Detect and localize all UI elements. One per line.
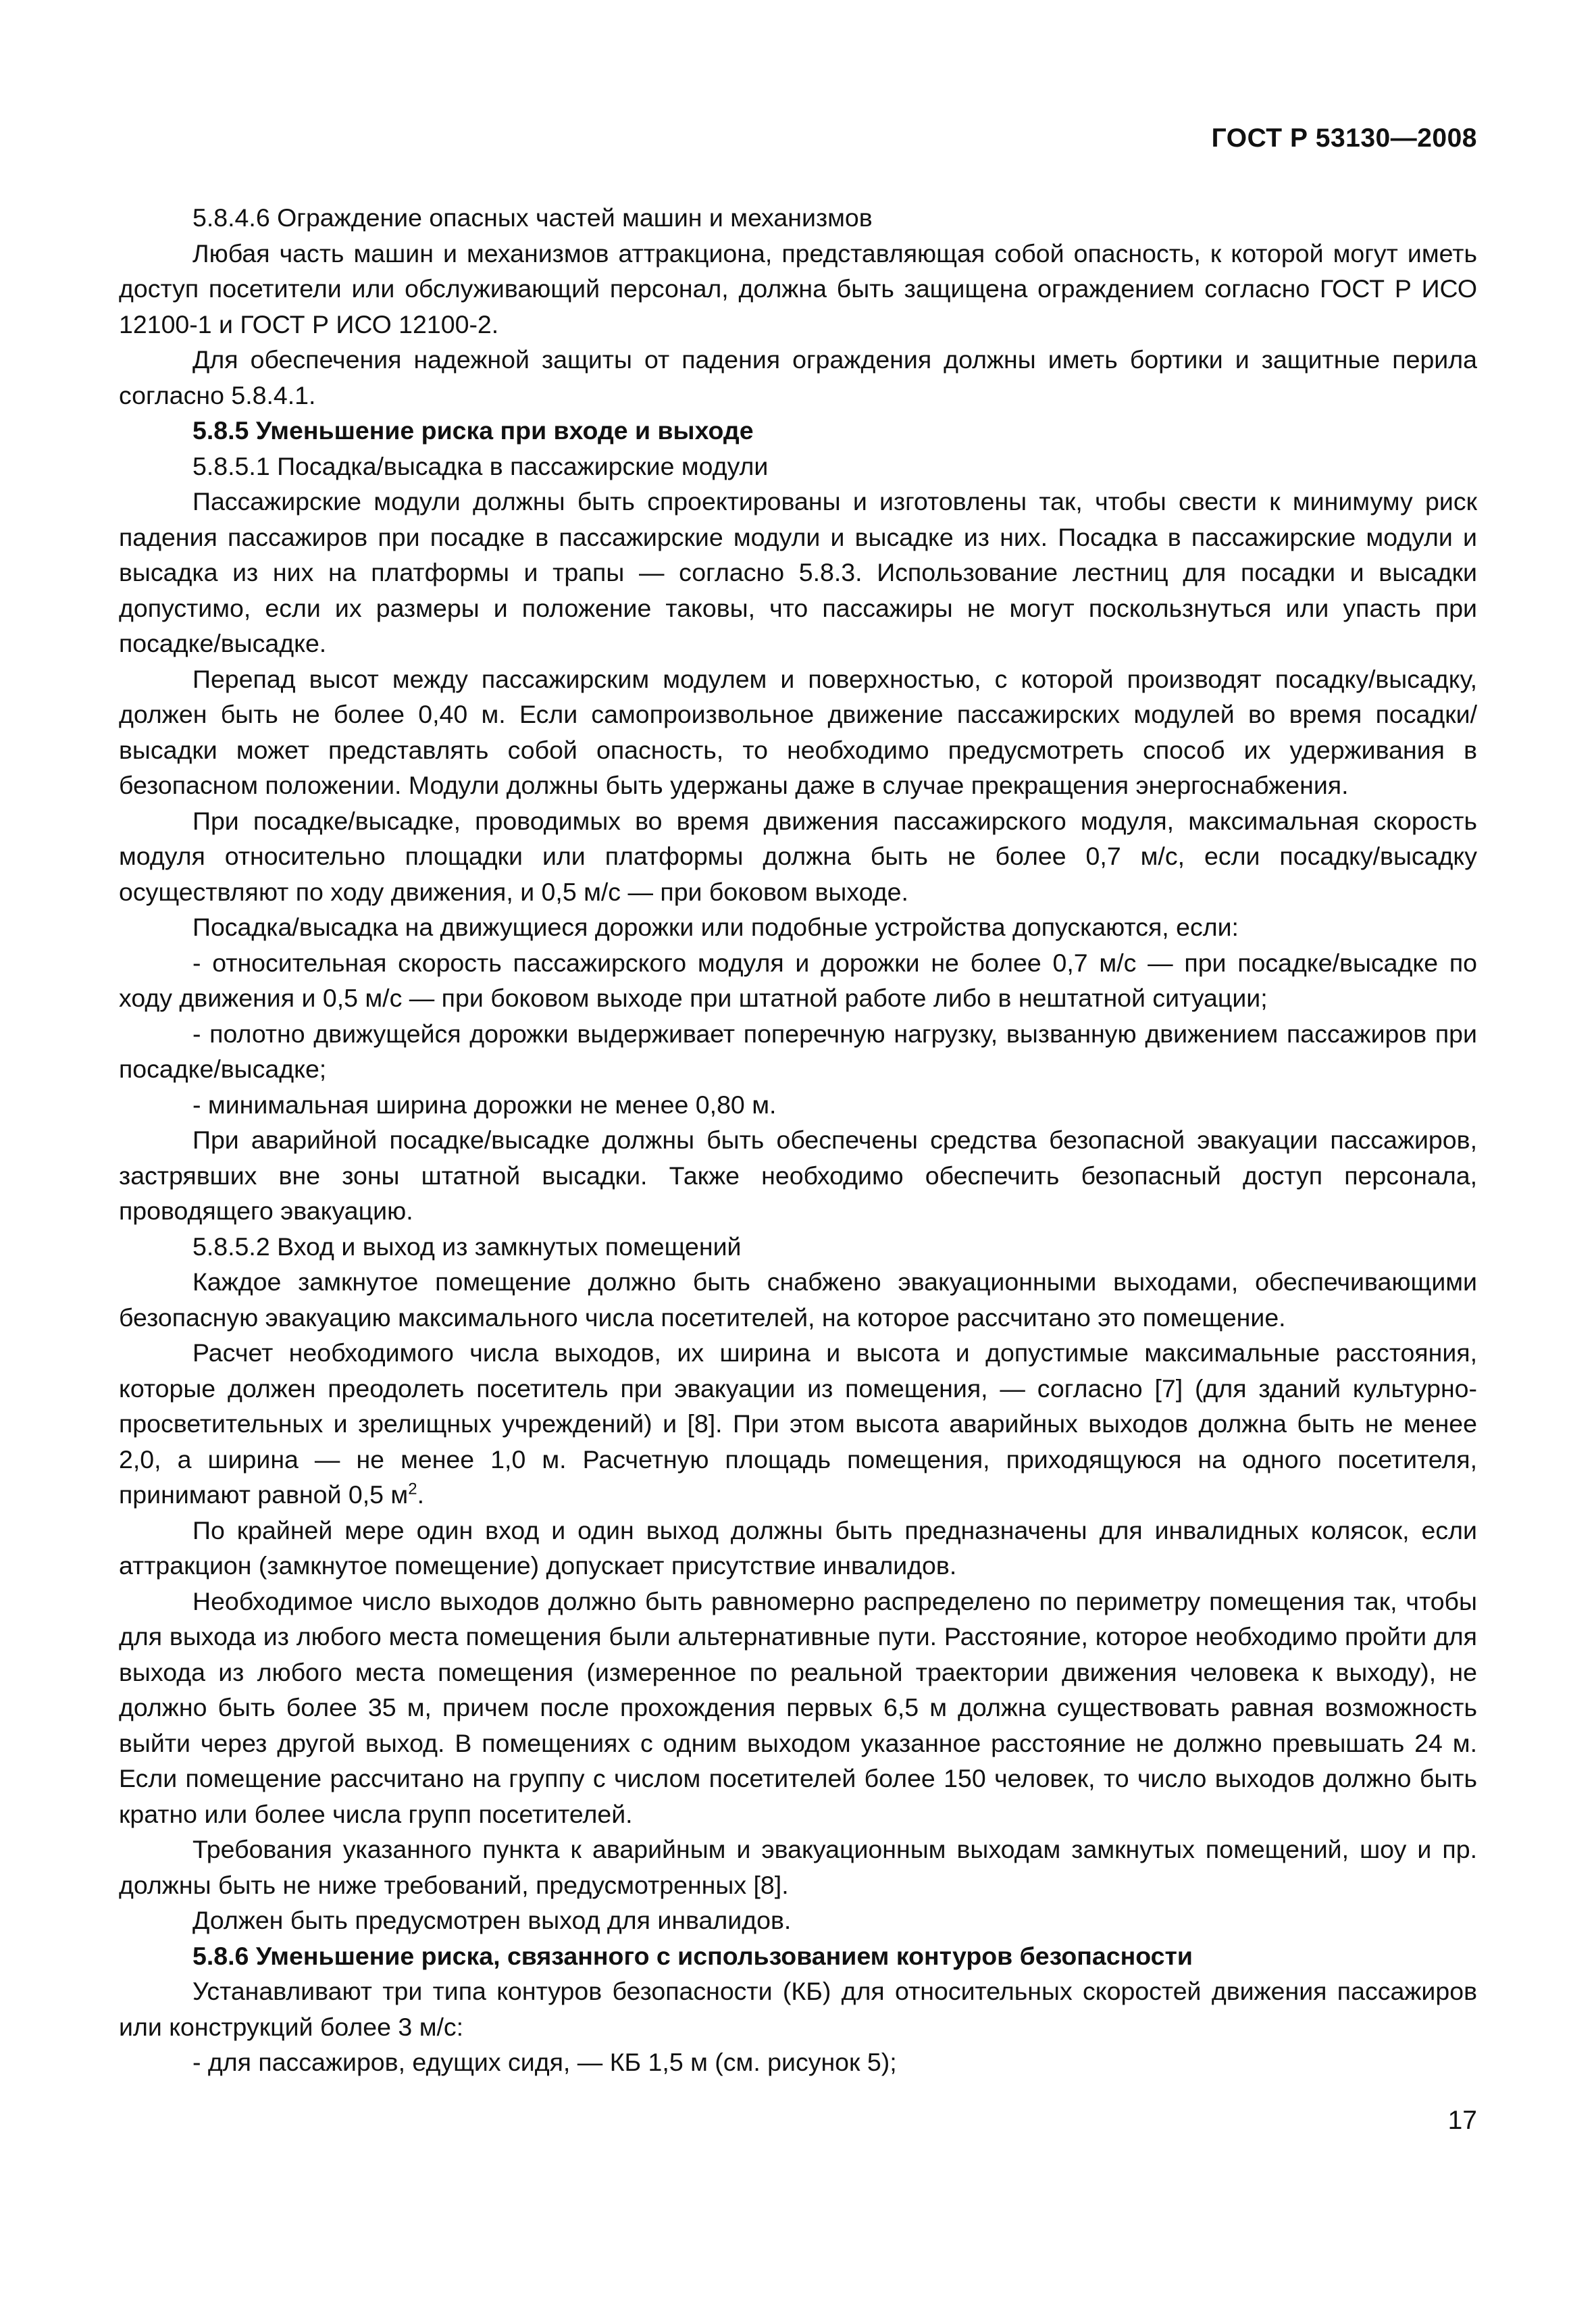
paragraph: Перепад высот между пассажирским модулем и поверхностью, с которой производят посадку/высадку, должен быть не более 0,40 м. Если самопроизвольное движение пассажирских модулей во время посадки/высадки может представлять собой опасность, то необходимо предусмотреть способ их удерживания в безопасном положении. Модули должны быть удержаны даже в случае прекращения энергоснабжения. — [119, 664, 1477, 799]
paragraph: По крайней мере один вход и один выход должны быть предназначены для инвалидных колясок, если аттракцион (замкнутое помещение) допускает присутствие инвалидов. — [119, 1515, 1477, 1580]
paragraph: При аварийной посадке/высадке должны быть обеспечены средства безопасной эвакуации пассажиров, застрявших вне зоны штатной высадки. Также необходимо обеспечить безопасный доступ персонала, проводящего эвакуацию. — [119, 1126, 1477, 1225]
paragraph-text: Расчет необходимого числа выходов, их ширина и высота и допустимые максимальные расстояния, которые должен преодолеть посетитель при эвакуации из помещения, — согласно [7] (для зданий культурно-просветительных и зрелищных учреждений) и [8]. При этом высота аварийных выходов должна быть не менее 2,0, а ширина — не менее 1,0 м. Расчетную площадь помещения, приходящуюся на одного посетителя, принимают равной 0,5 м — [119, 1338, 1477, 1509]
paragraph: Устанавливают три типа контуров безопасности (КБ) для относительных скоростей движения пассажиров или конструкций более 3 м/с: — [119, 1977, 1477, 2041]
paragraph — [119, 1335, 1477, 1513]
paragraph: Должен быть предусмотрен выход для инвалидов. — [192, 1906, 792, 1934]
paragraph: Посадка/высадка на движущиеся дорожки или подобные устройства допускаются, если: — [192, 913, 1239, 941]
document-header: ГОСТ Р 53130—2008 — [1211, 124, 1477, 153]
period: . — [417, 1480, 424, 1509]
superscript: 2 — [408, 1480, 417, 1499]
page-body — [119, 200, 1477, 2080]
paragraph: Для обеспечения надежной защиты от падения ограждения должны иметь бортики и защитные перила согласно 5.8.4.1. — [119, 345, 1477, 409]
paragraph: Каждое замкнутое помещение должно быть снабжено эвакуационными выходами, обеспечивающими безопасную эвакуацию максимального числа посетителей, на которое рассчитано это помещение. — [119, 1267, 1477, 1332]
paragraph: Необходимое число выходов должно быть равномерно распределено по периметру помещения так, чтобы для выхода из любого места помещения были альтернативные пути. Расстояние, которое необходимо пройти для выхода из любого места помещения (измеренное по реальной траектории движения человека к выходу), не должно быть более 35 м, причем после прохождения первых 6,5 м должна существовать равная возможность выйти через другой выход. В помещениях с одним выходом указанное расстояние не должно превышать 24 м. Если помещение рассчитано на группу с числом посетителей более 150 человек, то число выходов должно быть кратно или более числа групп посетителей. — [119, 1586, 1477, 1828]
list-item: - полотно движущейся дорожки выдерживает поперечную нагрузку, вызванную движением пассажиров при посадке/высадке; — [119, 1019, 1477, 1083]
clause-title: 5.8.5.2 Вход и выход из замкнутых помещений — [192, 1232, 742, 1261]
clause-title: 5.8.5.1 Посадка/высадка в пассажирские модули — [192, 451, 769, 480]
section-heading: 5.8.5 Уменьшение риска при входе и выходе — [192, 416, 754, 445]
list-item: - относительная скорость пассажирского модуля и дорожки не более 0,7 м/с — при посадке/высадке по ходу движения и 0,5 м/с — при боковом выходе при штатной работе либо в нештатной ситуации; — [119, 948, 1477, 1012]
paragraph: При посадке/высадке, проводимых во время движения пассажирского модуля, максимальная скорость модуля относительно площадки или платформы должна быть не более 0,7 м/с, если посадку/высадку осуществляют по ходу движения, и 0,5 м/с — при боковом выходе. — [119, 806, 1477, 906]
page-number: 17 — [1447, 2106, 1477, 2135]
list-item: - для пассажиров, едущих сидя, — КБ 1,5 м (см. рисунок 5); — [192, 2048, 897, 2076]
list-item: - минимальная ширина дорожки не менее 0,80 м. — [192, 1090, 777, 1119]
clause-title: 5.8.4.6 Ограждение опасных частей машин и механизмов — [192, 203, 873, 232]
paragraph: Любая часть машин и механизмов аттракциона, представляющая собой опасность, к которой могут иметь доступ посетители или обслуживающий персонал, должна быть защищена ограждением согласно ГОСТ Р ИСО 12100-1 и ГОСТ Р ИСО 12100-2. — [119, 238, 1477, 338]
section-heading: 5.8.6 Уменьшение риска, связанного с использованием контуров безопасности — [192, 1941, 1193, 1970]
paragraph: Требования указанного пункта к аварийным и эвакуационным выходам замкнутых помещений, шоу и пр. должны быть не ниже требований, предусмотренных [8]. — [119, 1835, 1477, 1899]
paragraph: Пассажирские модули должны быть спроектированы и изготовлены так, чтобы свести к минимуму риск падения пассажиров при посадке в пассажирские модули и высадке из них. Посадка в пассажирские модули и высадка из них на платформы и трапы — согласно 5.8.3. Использование лестниц для посадки и высадки допустимо, если их размеры и положение таковы, что пассажиры не могут поскользнуться или упасть при посадке/высадке. — [119, 487, 1477, 657]
